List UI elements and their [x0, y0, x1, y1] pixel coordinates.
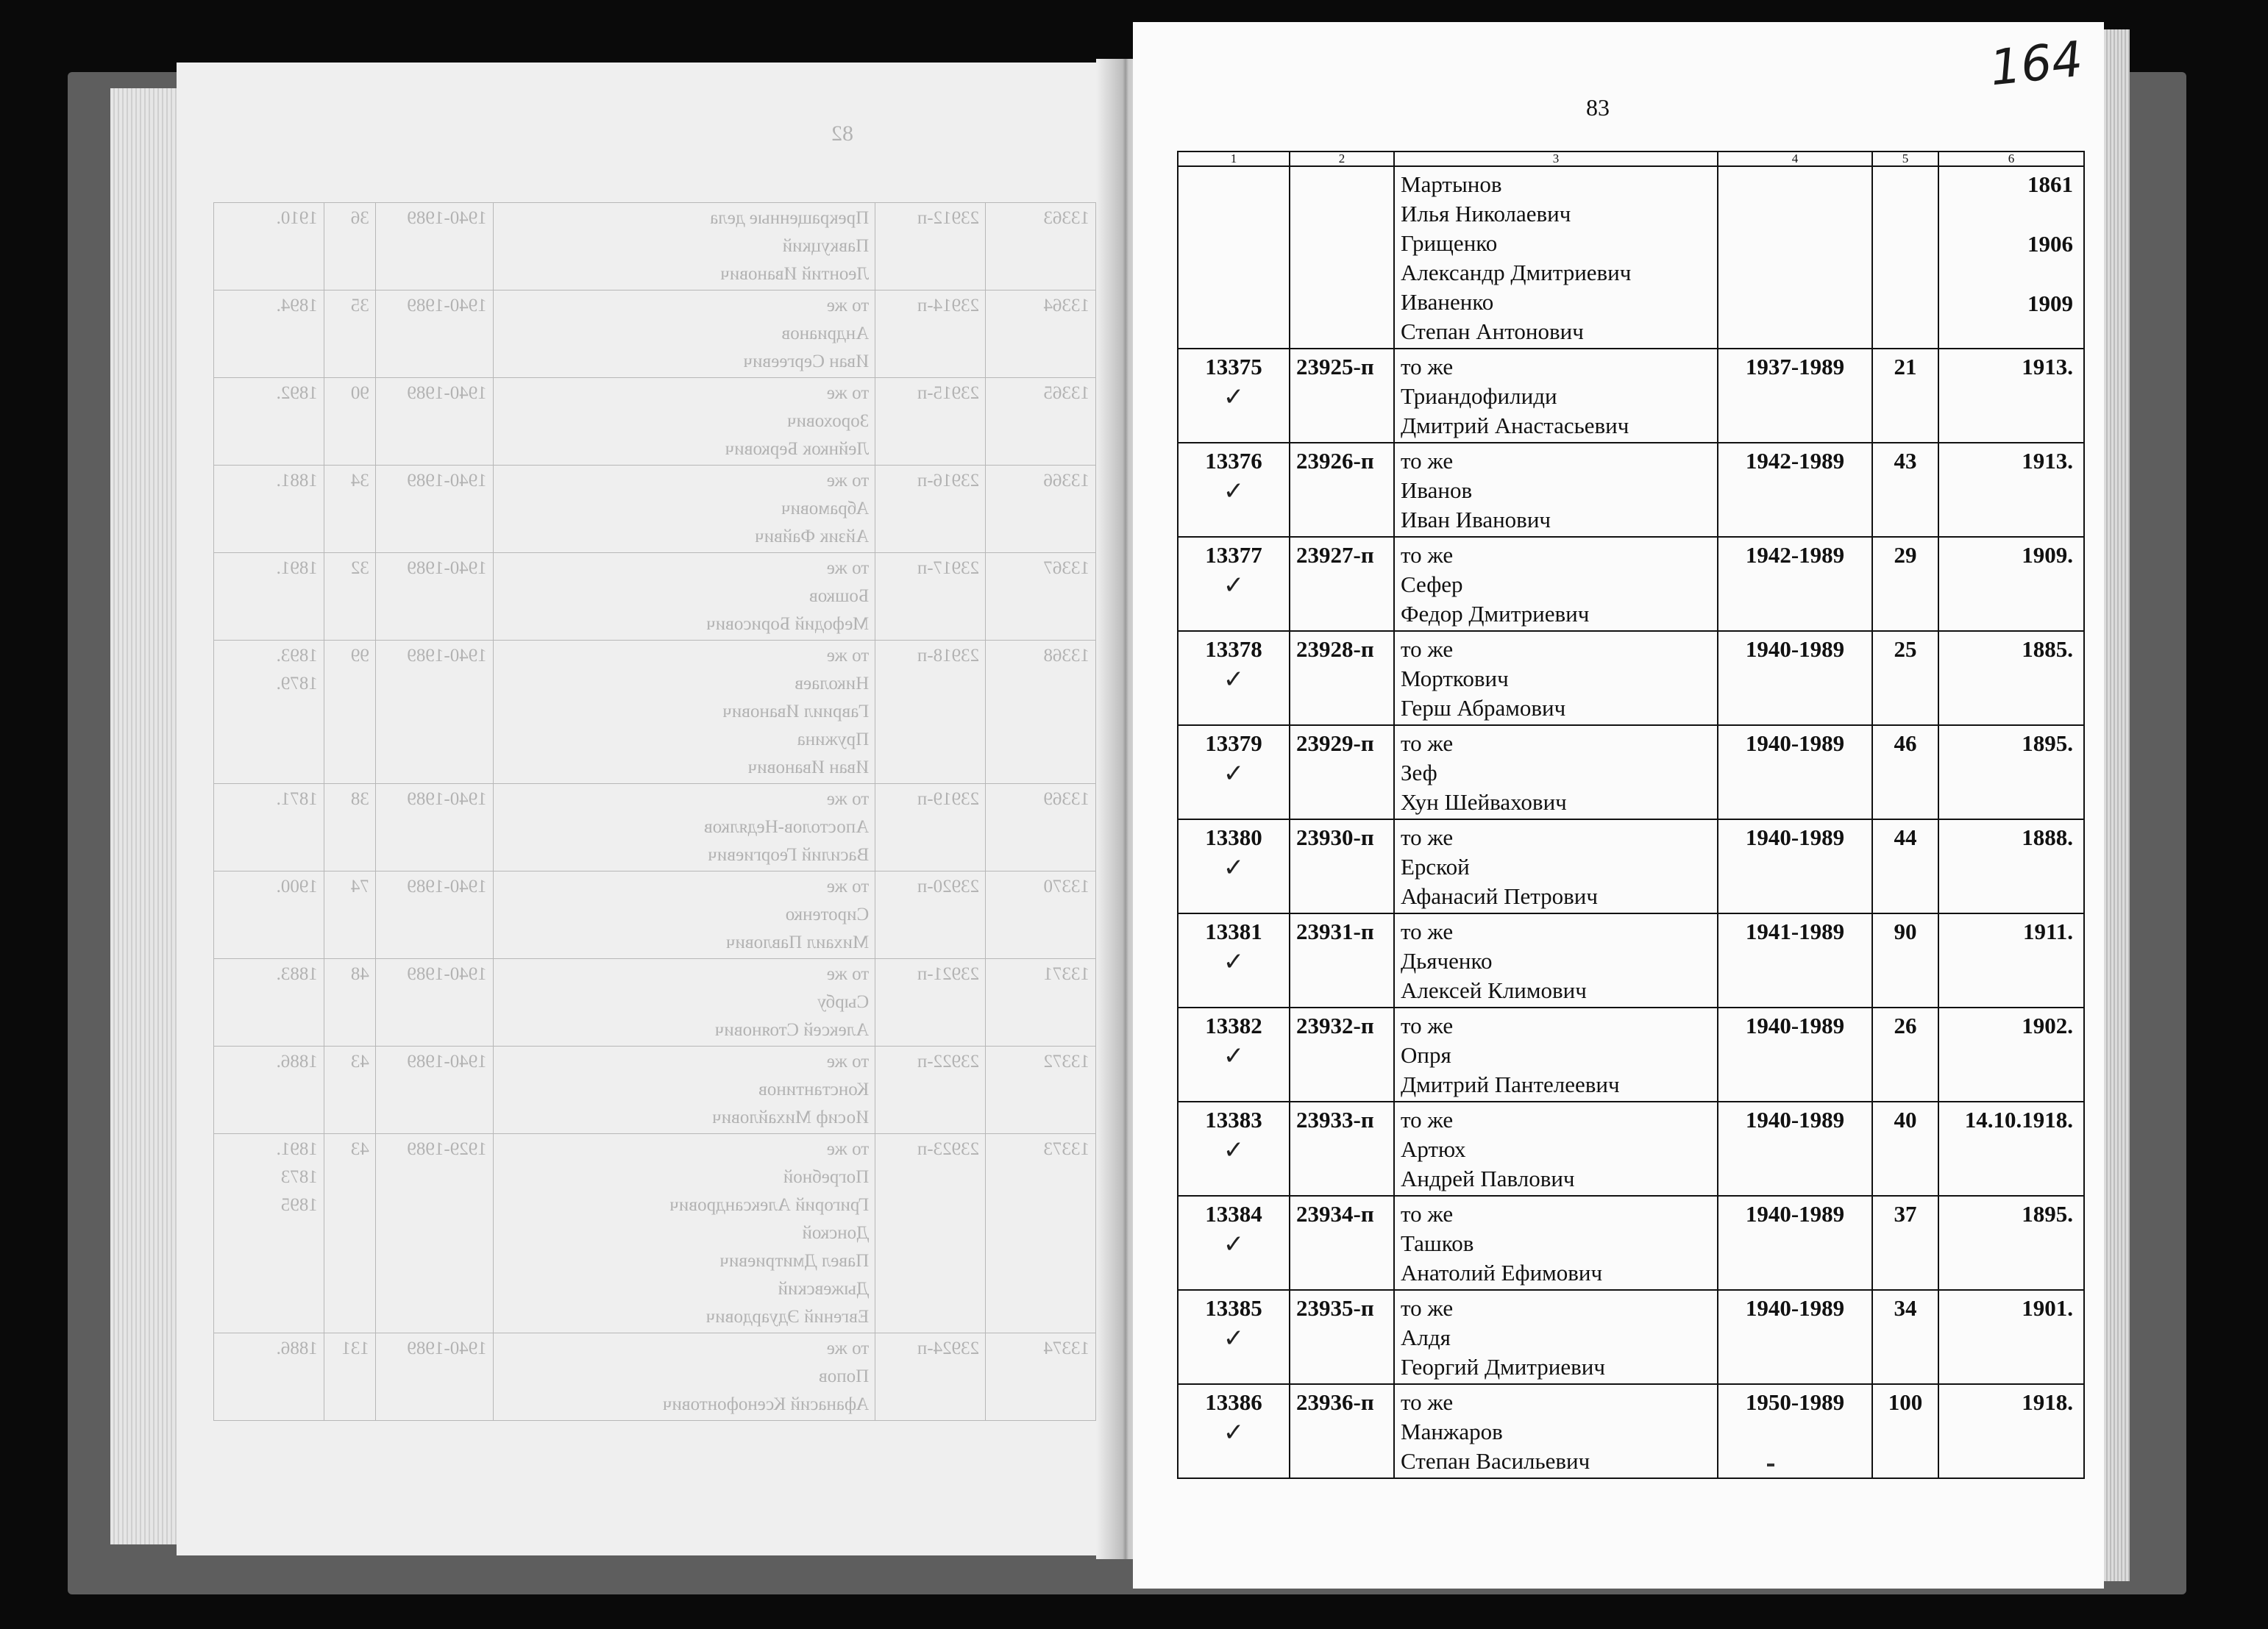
names-cell — [1394, 819, 1718, 913]
given-name: Афанасий Петрович — [1401, 883, 1598, 909]
surname: Дьяченко — [1401, 948, 1493, 974]
checkmark-icon: ✓ — [1223, 665, 1245, 694]
period: 1940-1989 — [1718, 819, 1872, 913]
inventory-number-cell — [1178, 819, 1290, 913]
column-header: 3 — [1394, 152, 1718, 166]
names-cell — [1394, 1008, 1718, 1102]
column-header: 1 — [1178, 152, 1290, 166]
ghost-period: 1929-1989 — [375, 1134, 493, 1333]
case-number: 23936-п — [1290, 1384, 1394, 1478]
ghost-year: 1892. — [214, 378, 324, 466]
ghost-period: 1940-1989 — [375, 1333, 493, 1421]
checkmark-icon: ✓ — [1223, 1418, 1245, 1447]
surname: Ерской — [1401, 854, 1470, 880]
given-name: Александр Дмитриевич — [1401, 260, 1632, 285]
given-name: Иван Иванович — [1401, 507, 1551, 532]
sheet-count: 90 — [1872, 913, 1938, 1008]
checkmark-icon: ✓ — [1223, 1324, 1245, 1353]
table-row — [1178, 1008, 2084, 1102]
birth-year: 1911. — [1938, 913, 2084, 1008]
ghost-period: 1940-1989 — [375, 641, 493, 784]
ghost-row — [214, 784, 1096, 871]
given-name: Хун Шейвахович — [1401, 789, 1567, 815]
inventory-number-cell — [1178, 725, 1290, 819]
handwritten-folio-number: 164 — [1987, 30, 2086, 97]
ghost-case: 23915-п — [875, 378, 986, 466]
sheet-count: 21 — [1872, 349, 1938, 443]
surname: Мартынов — [1401, 171, 1502, 197]
ghost-number: 13365 — [986, 378, 1096, 466]
ghost-case: 23918-п — [875, 641, 986, 784]
given-name: Степан Васильевич — [1401, 1448, 1590, 1474]
ghost-row — [214, 641, 1096, 784]
ghost-year: 1886. — [214, 1047, 324, 1134]
names-cell — [1394, 166, 1718, 349]
birth-year: 1895. — [1938, 1196, 2084, 1290]
column-header: 6 — [1938, 152, 2084, 166]
given-name: Дмитрий Пантелеевич — [1401, 1072, 1620, 1097]
ghost-names: то же Зорохович Лейнкок Беркович — [493, 378, 875, 466]
inventory-number: 13381 — [1205, 919, 1262, 944]
sheet-count: 29 — [1872, 537, 1938, 631]
case-number: 23934-п — [1290, 1196, 1394, 1290]
inventory-number: 13385 — [1205, 1295, 1262, 1321]
inventory-number-cell — [1178, 1196, 1290, 1290]
ghost-sheets: 35 — [324, 290, 375, 378]
surname: Алдя — [1401, 1325, 1451, 1350]
case-note: то же — [1401, 1295, 1454, 1321]
ghost-period: 1940-1989 — [375, 466, 493, 553]
given-name: Степан Антонович — [1401, 318, 1584, 344]
inventory-number: 13377 — [1205, 542, 1262, 568]
surname: Артюх — [1401, 1136, 1466, 1162]
sheet-count: 25 — [1872, 631, 1938, 725]
case-note: то же — [1401, 636, 1454, 662]
case-number: 23925-п — [1290, 349, 1394, 443]
checkmark-icon: ✓ — [1223, 1136, 1245, 1165]
names-cell — [1394, 349, 1718, 443]
ghost-period: 1940-1989 — [375, 784, 493, 871]
checkmark-icon: ✓ — [1223, 477, 1245, 506]
table-row — [1178, 1384, 2084, 1478]
case-number: 23930-п — [1290, 819, 1394, 913]
period: 1937-1989 — [1718, 349, 1872, 443]
period: 1940-1989 — [1718, 1102, 1872, 1196]
ghost-number: 13366 — [986, 466, 1096, 553]
case-note: то же — [1401, 1201, 1454, 1227]
names-cell — [1394, 537, 1718, 631]
birth-year: 1906 — [2027, 231, 2073, 257]
case-number: 23935-п — [1290, 1290, 1394, 1384]
given-name: Анатолий Ефимович — [1401, 1260, 1603, 1286]
table-row — [1178, 1102, 2084, 1196]
checkmark-icon: ✓ — [1223, 759, 1245, 788]
ghost-year: 1883. — [214, 959, 324, 1047]
page-number: 83 — [1586, 94, 1610, 121]
column-header: 4 — [1718, 152, 1872, 166]
ghost-case: 23923-п — [875, 1134, 986, 1333]
ghost-period: 1940-1989 — [375, 203, 493, 290]
ghost-case: 23921-п — [875, 959, 986, 1047]
inventory-number: 13378 — [1205, 636, 1262, 662]
ghost-sheets: 43 — [324, 1134, 375, 1333]
column-header: 5 — [1872, 152, 1938, 166]
ghost-year: 1891. 1873 1895 — [214, 1134, 324, 1333]
surname: Морткович — [1401, 666, 1509, 691]
names-cell — [1394, 1102, 1718, 1196]
left-page-table — [213, 202, 1096, 1421]
birth-year: 1895. — [1938, 725, 2084, 819]
surname: Триандофилиди — [1401, 383, 1557, 409]
inventory-number-cell — [1178, 1290, 1290, 1384]
ghost-sheets: 90 — [324, 378, 375, 466]
ghost-number: 13373 — [986, 1134, 1096, 1333]
ghost-year: 1900. — [214, 871, 324, 959]
ghost-case: 23914-п — [875, 290, 986, 378]
ghost-names: то же Сиротенко Михаил Павлович — [493, 871, 875, 959]
given-name: Андрей Павлович — [1401, 1166, 1575, 1191]
ghost-case: 23919-п — [875, 784, 986, 871]
birth-year: 14.10.1918. — [1938, 1102, 2084, 1196]
given-name: Дмитрий Анастасьевич — [1401, 413, 1629, 438]
ghost-sheets: 36 — [324, 203, 375, 290]
ghost-year: 1910. — [214, 203, 324, 290]
ghost-case: 23922-п — [875, 1047, 986, 1134]
names-cell — [1394, 1196, 1718, 1290]
case-number: 23933-п — [1290, 1102, 1394, 1196]
given-name: Герш Абрамович — [1401, 695, 1566, 721]
given-name: Илья Николаевич — [1401, 201, 1571, 227]
birth-year: 1913. — [1938, 443, 2084, 537]
ghost-year: 1881. — [214, 466, 324, 553]
table-row-continued — [1178, 166, 2084, 349]
sheet-count: 26 — [1872, 1008, 1938, 1102]
table-row — [1178, 913, 2084, 1008]
names-cell — [1394, 1290, 1718, 1384]
period: 1942-1989 — [1718, 443, 1872, 537]
case-note: то же — [1401, 919, 1454, 944]
birth-year: 1909. — [1938, 537, 2084, 631]
ghost-row — [214, 871, 1096, 959]
inventory-number: 13375 — [1205, 354, 1262, 379]
case-note: то же — [1401, 824, 1454, 850]
period: 1940-1989 — [1718, 1290, 1872, 1384]
ghost-names: то же Абрамович Айзик Файвич — [493, 466, 875, 553]
ghost-sheets: 131 — [324, 1333, 375, 1421]
case-note: то же — [1401, 448, 1454, 474]
ghost-sheets: 32 — [324, 553, 375, 641]
inventory-number-cell — [1178, 1384, 1290, 1478]
period: 1940-1989 — [1718, 1196, 1872, 1290]
period: 1942-1989 — [1718, 537, 1872, 631]
sheet-count: 34 — [1872, 1290, 1938, 1384]
period: 1940-1989 — [1718, 725, 1872, 819]
case-number: 23931-п — [1290, 913, 1394, 1008]
surname: Иваненко — [1401, 289, 1494, 315]
names-cell — [1394, 631, 1718, 725]
sheet-count: 43 — [1872, 443, 1938, 537]
birth-year: 1901. — [1938, 1290, 2084, 1384]
surname: Иванов — [1401, 477, 1473, 503]
ghost-period: 1940-1989 — [375, 1047, 493, 1134]
ghost-case: 23920-п — [875, 871, 986, 959]
ghost-sheets: 38 — [324, 784, 375, 871]
ghost-row — [214, 203, 1096, 290]
ghost-period: 1940-1989 — [375, 959, 493, 1047]
table-row — [1178, 537, 2084, 631]
surname: Ташков — [1401, 1230, 1474, 1256]
checkmark-icon: ✓ — [1223, 853, 1245, 883]
checkmark-icon: ✓ — [1223, 571, 1245, 600]
case-number: 23929-п — [1290, 725, 1394, 819]
case-note: то же — [1401, 1389, 1454, 1415]
ghost-period: 1940-1989 — [375, 871, 493, 959]
ghost-row — [214, 1047, 1096, 1134]
inventory-number: 13376 — [1205, 448, 1262, 474]
ghost-row — [214, 290, 1096, 378]
ghost-row — [214, 959, 1096, 1047]
inventory-number: 13380 — [1205, 824, 1262, 850]
ghost-sheets: 74 — [324, 871, 375, 959]
ghost-number: 13368 — [986, 641, 1096, 784]
ghost-year: 1894. — [214, 290, 324, 378]
surname: Сефер — [1401, 571, 1463, 597]
inventory-number-cell — [1178, 631, 1290, 725]
ghost-case: 23917-п — [875, 553, 986, 641]
sheet-count: 46 — [1872, 725, 1938, 819]
column-header-row — [1178, 152, 2084, 166]
ghost-period: 1940-1989 — [375, 378, 493, 466]
case-note: то же — [1401, 1107, 1454, 1133]
ghost-number: 13374 — [986, 1333, 1096, 1421]
checkmark-icon: ✓ — [1223, 382, 1245, 412]
table-row — [1178, 725, 2084, 819]
inventory-number-cell — [1178, 1102, 1290, 1196]
given-name: Федор Дмитриевич — [1401, 601, 1590, 627]
ghost-case: 23916-п — [875, 466, 986, 553]
ghost-row — [214, 378, 1096, 466]
ghost-row — [214, 1134, 1096, 1333]
ghost-sheets: 43 — [324, 1047, 375, 1134]
ghost-case: 23924-п — [875, 1333, 986, 1421]
ghost-names: то же Апостолов-Недялков Василий Георгиевич — [493, 784, 875, 871]
ghost-row — [214, 466, 1096, 553]
ghost-year: 1886. — [214, 1333, 324, 1421]
ghost-row — [214, 1333, 1096, 1421]
ghost-names: Прекращенные дела Павкуцкий Леонтий Иванович — [493, 203, 875, 290]
case-number: 23932-п — [1290, 1008, 1394, 1102]
birth-year-cell — [1938, 166, 2084, 349]
inventory-number: 13384 — [1205, 1201, 1262, 1227]
period: 1940-1989 — [1718, 631, 1872, 725]
sheet-count: 40 — [1872, 1102, 1938, 1196]
ghost-names: то же Погребной Григорий Александрович Донской Павел Дмитриевич Дыжевский Евгений Эдуардович — [493, 1134, 875, 1333]
surname: Зеф — [1401, 760, 1437, 785]
birth-year: 1902. — [1938, 1008, 2084, 1102]
ghost-number: 13367 — [986, 553, 1096, 641]
birth-year: 1913. — [1938, 349, 2084, 443]
ghost-names: то же Сырбу Алексей Стоянович — [493, 959, 875, 1047]
checkmark-icon: ✓ — [1223, 1230, 1245, 1259]
inventory-number: 13383 — [1205, 1107, 1262, 1133]
case-note: то же — [1401, 542, 1454, 568]
birth-year: 1885. — [1938, 631, 2084, 725]
register-table — [1177, 151, 2085, 1479]
surname: Манжаров — [1401, 1419, 1503, 1444]
ghost-period: 1940-1989 — [375, 290, 493, 378]
inventory-number-cell — [1178, 349, 1290, 443]
ghost-number: 13370 — [986, 871, 1096, 959]
case-number: 23927-п — [1290, 537, 1394, 631]
period: 1950-1989 — [1718, 1384, 1872, 1478]
inventory-number-cell — [1178, 1008, 1290, 1102]
ghost-year: 1871. — [214, 784, 324, 871]
case-note: то же — [1401, 1013, 1454, 1038]
case-note: то же — [1401, 730, 1454, 756]
names-cell — [1394, 1384, 1718, 1478]
period: 1940-1989 — [1718, 1008, 1872, 1102]
birth-year: 1909 — [2027, 290, 2073, 316]
surname: Грищенко — [1401, 230, 1498, 256]
ink-mark — [1767, 1464, 1774, 1466]
inventory-number-cell — [1178, 443, 1290, 537]
ghost-year: 1891. — [214, 553, 324, 641]
ghost-sheets: 48 — [324, 959, 375, 1047]
birth-year: 1861 — [2027, 171, 2073, 197]
ghost-names: то же Попов Афанасий Ксенофонтович — [493, 1333, 875, 1421]
table-row — [1178, 443, 2084, 537]
table-row — [1178, 1196, 2084, 1290]
column-header: 2 — [1290, 152, 1394, 166]
ghost-names: то же Николаев Гавриил Иванович Пружина Иван Иванович — [493, 641, 875, 784]
ghost-names: то же Бошков Мефодий Борисович — [493, 553, 875, 641]
ghost-case: 23912-п — [875, 203, 986, 290]
inventory-number: 13379 — [1205, 730, 1262, 756]
checkmark-icon: ✓ — [1223, 947, 1245, 977]
sheet-count: 37 — [1872, 1196, 1938, 1290]
ghost-names: то же Константинов Иосиф Михайлович — [493, 1047, 875, 1134]
ghost-number: 13371 — [986, 959, 1096, 1047]
names-cell — [1394, 443, 1718, 537]
table-row — [1178, 1290, 2084, 1384]
inventory-number: 13386 — [1205, 1389, 1262, 1415]
sheet-count: 44 — [1872, 819, 1938, 913]
ghost-number: 13372 — [986, 1047, 1096, 1134]
ghost-sheets: 99 — [324, 641, 375, 784]
ghost-number: 13369 — [986, 784, 1096, 871]
left-page-number: 82 — [831, 121, 853, 146]
names-cell — [1394, 913, 1718, 1008]
ghost-row — [214, 553, 1096, 641]
table-row — [1178, 631, 2084, 725]
given-name: Георгий Дмитриевич — [1401, 1354, 1605, 1380]
sheet-count: 100 — [1872, 1384, 1938, 1478]
case-number: 23926-п — [1290, 443, 1394, 537]
inventory-number-cell — [1178, 913, 1290, 1008]
page-edges-right — [2104, 29, 2130, 1581]
birth-year: 1888. — [1938, 819, 2084, 913]
ghost-number: 13364 — [986, 290, 1096, 378]
given-name: Алексей Климович — [1401, 977, 1587, 1003]
ghost-number: 13363 — [986, 203, 1096, 290]
case-note: то же — [1401, 354, 1454, 379]
table-row — [1178, 819, 2084, 913]
ghost-sheets: 34 — [324, 466, 375, 553]
inventory-number: 13382 — [1205, 1013, 1262, 1038]
surname: Опря — [1401, 1042, 1451, 1068]
names-cell — [1394, 725, 1718, 819]
case-number: 23928-п — [1290, 631, 1394, 725]
period: 1941-1989 — [1718, 913, 1872, 1008]
checkmark-icon: ✓ — [1223, 1041, 1245, 1071]
ghost-names: то же Андрианов Иван Сергеевич — [493, 290, 875, 378]
ghost-period: 1940-1989 — [375, 553, 493, 641]
ghost-year: 1893. 1879. — [214, 641, 324, 784]
inventory-number-cell — [1178, 537, 1290, 631]
table-row — [1178, 349, 2084, 443]
left-page-bleedthrough — [213, 110, 1096, 1434]
birth-year: 1918. — [1938, 1384, 2084, 1478]
